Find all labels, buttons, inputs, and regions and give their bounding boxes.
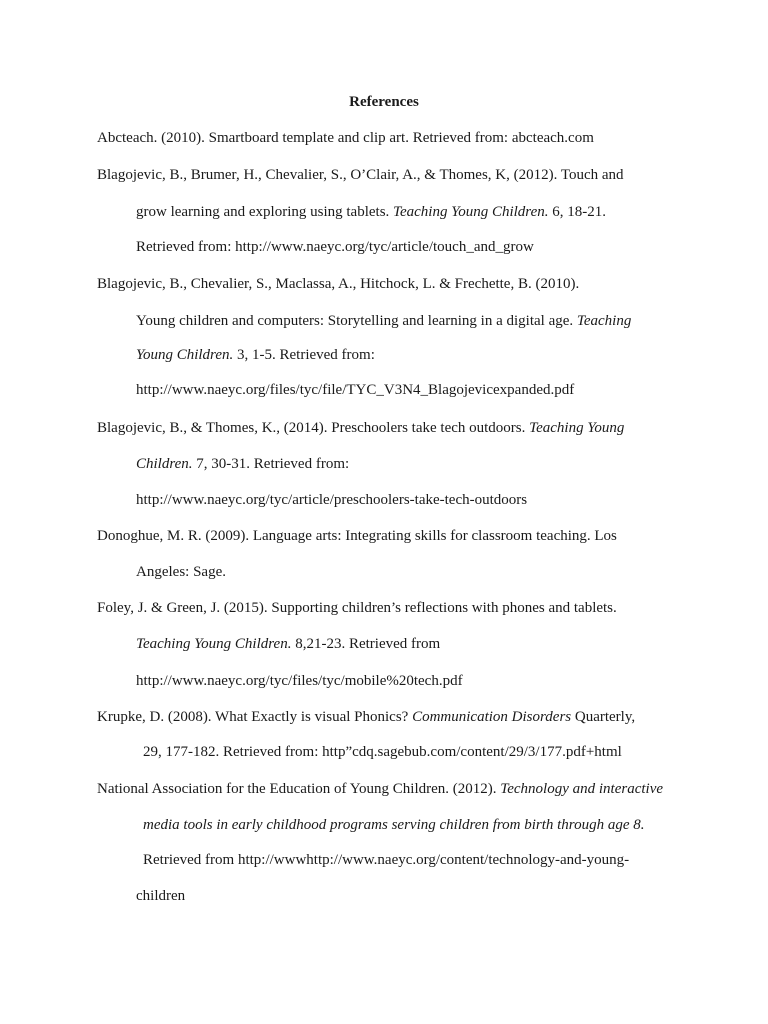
reference-line (97, 598, 617, 618)
reference-text: 3, 1-5. Retrieved from: (233, 347, 375, 363)
journal-title: Teaching Young (529, 420, 625, 436)
reference-text: Blagojevic, B., & Thomes, K., (2014). Preschoolers take tech outdoors. (97, 420, 530, 436)
reference-text: Abcteach. (2010). Smartboard template and clip art. Retrieved from: abcteach.com (97, 130, 594, 146)
reference-text: Blagojevic, B., Brumer, H., Chevalier, S., O’Clair, A., & Thomes, K, (2012). Touch and (97, 167, 624, 183)
reference-line (136, 345, 375, 365)
reference-line (136, 886, 185, 906)
reference-line (136, 671, 463, 691)
reference-url: http://www.naeyc.org/tyc/files/tyc/mobile%20tech.pdf (136, 673, 463, 689)
reference-line (143, 850, 629, 870)
reference-line (136, 490, 527, 510)
journal-title: Teaching (576, 313, 632, 329)
reference-line (97, 165, 624, 185)
reference-line (143, 815, 645, 835)
reference-text: Donoghue, M. R. (2009). Language arts: Integrating skills for classroom teaching. Los (97, 528, 617, 544)
reference-text: Young children and computers: Storytelling and learning in a digital age. (136, 313, 577, 329)
reference-line (136, 202, 606, 222)
reference-line (97, 418, 624, 438)
page-title: References (349, 94, 419, 110)
journal-title: media tools in early childhood programs serving children from birth through age 8. (143, 817, 645, 833)
reference-text: 29, 177-182. Retrieved from: http”cdq.sagebub.com/content/29/3/177.pdf+html (143, 744, 622, 760)
reference-text: Angeles: Sage. (136, 564, 226, 580)
reference-text: National Association for the Education of Young Children. (2012). (97, 781, 501, 797)
journal-title: Communication Disorders (412, 709, 572, 725)
reference-text: 8,21-23. Retrieved from (291, 636, 441, 652)
journal-title: Teaching Young Children. (136, 636, 292, 652)
reference-text: Quarterly, (571, 709, 636, 725)
reference-url: http://www.naeyc.org/tyc/article/preschoolers-take-tech-outdoors (136, 492, 528, 508)
reference-line (136, 311, 631, 331)
reference-line (136, 454, 349, 474)
reference-line (97, 526, 617, 546)
reference-url: http://www.naeyc.org/files/tyc/file/TYC_V3N4_Blagojevicexpanded.pdf (136, 382, 575, 398)
reference-text: 7, 30-31. Retrieved from: (192, 456, 350, 472)
reference-text: children (136, 888, 186, 904)
reference-line (143, 742, 622, 762)
reference-line (97, 707, 635, 727)
reference-text: Retrieved from: http://www.naeyc.org/tyc/article/touch_and_grow (136, 239, 534, 255)
journal-title: Teaching Young Children. (393, 204, 549, 220)
reference-text: Krupke, D. (2008). What Exactly is visual Phonics? (97, 709, 413, 725)
reference-line (136, 562, 226, 582)
journal-title: Young Children. (136, 347, 234, 363)
reference-line (136, 634, 440, 654)
reference-text: Retrieved from http://wwwhttp://www.naeyc.org/content/technology-and-young- (143, 852, 630, 868)
journal-title: Children. (136, 456, 193, 472)
reference-text: Foley, J. & Green, J. (2015). Supporting children’s reflections with phones and tablets. (97, 600, 617, 616)
reference-text: Blagojevic, B., Chevalier, S., Maclassa, A., Hitchock, L. & Frechette, B. (2010). (97, 276, 580, 292)
reference-text: 6, 18-21. (548, 204, 606, 220)
reference-line (97, 274, 579, 294)
reference-line (136, 380, 574, 400)
reference-line (136, 237, 534, 257)
reference-line (97, 779, 663, 799)
reference-line (97, 128, 594, 148)
journal-title: Technology and interactive (500, 781, 664, 797)
reference-text: grow learning and exploring using tablets. (136, 204, 394, 220)
